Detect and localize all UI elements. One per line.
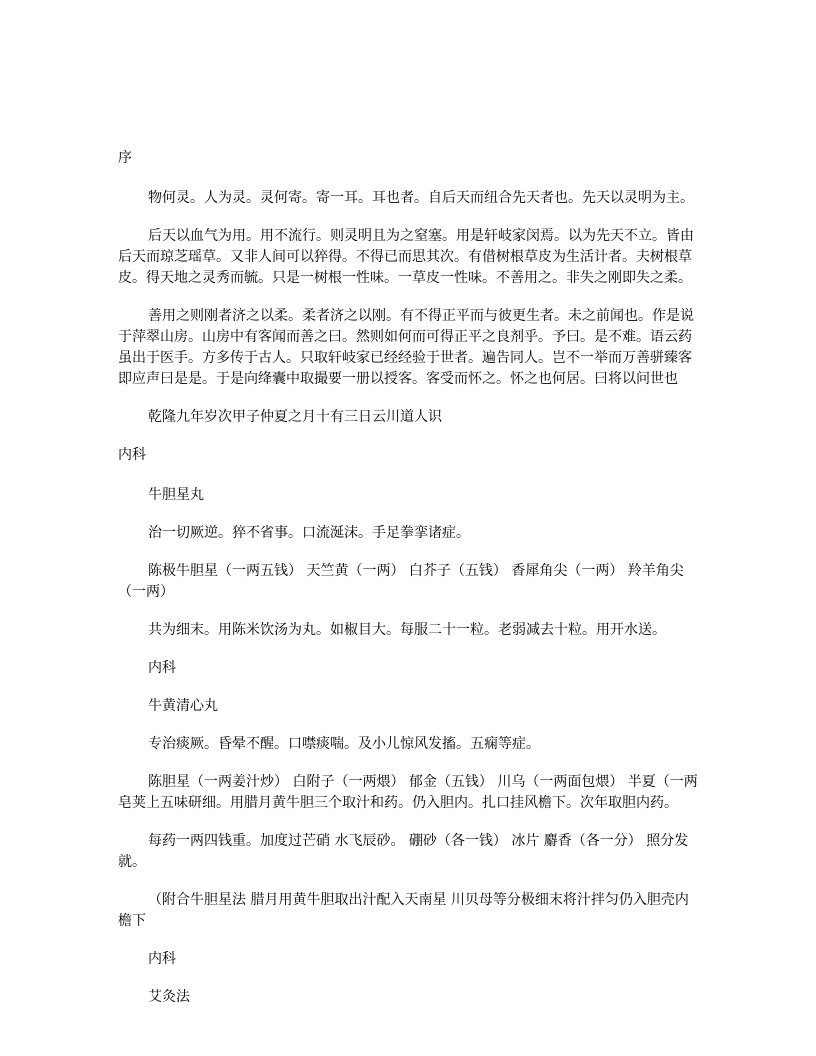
- preface-heading: 序: [118, 150, 132, 166]
- formula-ingredients: 陈胆星（一两姜汁炒） 白附子（一两煨） 郁金（五钱） 川乌（一两面包煨） 半夏（一两皂荚上五味研细。用腊月黄牛胆三个取汁和药。仍入胆内。扎口挂风檐下。次年取胆内药。: [118, 774, 698, 811]
- preface-paragraph: 物何灵。人为灵。灵何寄。寄一耳。耳也者。自后天而纽合先天者也。先天以灵明为主。: [148, 190, 694, 206]
- formula-category: 内科: [148, 951, 176, 967]
- document-body: [118, 148, 702, 1025]
- formula-note: （附合牛胆星法 腊月用黄牛胆取出汁配入天南星 川贝母等分极细末将汁拌匀仍入胆壳内檐下: [118, 892, 689, 929]
- preface-signature: 乾隆九年岁次甲子仲夏之月十有三日云川道人识: [148, 409, 442, 425]
- formula-indication: 治一切厥逆。猝不省事。口流涎沫。手足拳挛诸症。: [148, 525, 470, 541]
- formula-method: 共为细末。用陈米饮汤为丸。如椒目大。每服二十一粒。老弱减去十粒。用开水送。: [148, 622, 666, 638]
- preface-paragraph: 善用之则刚者济之以柔。柔者济之以刚。有不得正平而与彼更生者。未之前闻也。作是说于萍翠山房。山房中有客闻而善之曰。然则如何而可得正平之良剂乎。予曰。是不难。语云药虽出于医手。方多传于古人。只取轩岐家已经经验于世者。遍告同人。岂不一举而万善骈臻客即应声曰是是。于是向绛囊中取撮要一册以授客。客受而怀之。怀之也何居。曰将以问世也: [118, 308, 694, 387]
- formula-title: 牛胆星丸: [148, 487, 204, 503]
- preface-paragraph: 后天以血气为用。用不流行。则灵明且为之窒塞。用是轩岐家闵焉。以为先天不立。皆由后天而琼芝瑶草。又非人间可以猝得。不得已而思其次。有借树根草皮为生活计者。夫树根草皮。得天地之灵秀而毓。只是一树根一性味。一草皮一性味。不善用之。非失之刚即失之柔。: [118, 228, 694, 286]
- formula-method: 每药一两四钱重。加度过芒硝 水飞辰砂。 硼砂（各一钱） 冰片 麝香（各一分） 照分发就。: [118, 833, 689, 870]
- formula-title: 牛黄清心丸: [148, 698, 218, 714]
- section-heading: 内科: [118, 447, 146, 463]
- formula-category: 内科: [148, 660, 176, 676]
- formula-ingredients: 陈极牛胆星（一两五钱） 天竺黄（一两） 白芥子（五钱） 香犀角尖（一两） 羚羊角尖（一两）: [118, 563, 684, 600]
- formula-title: 艾灸法: [148, 989, 190, 1005]
- formula-indication: 专治痰厥。昏晕不醒。口噤痰喘。及小儿惊风发搐。五痫等症。: [148, 736, 540, 752]
